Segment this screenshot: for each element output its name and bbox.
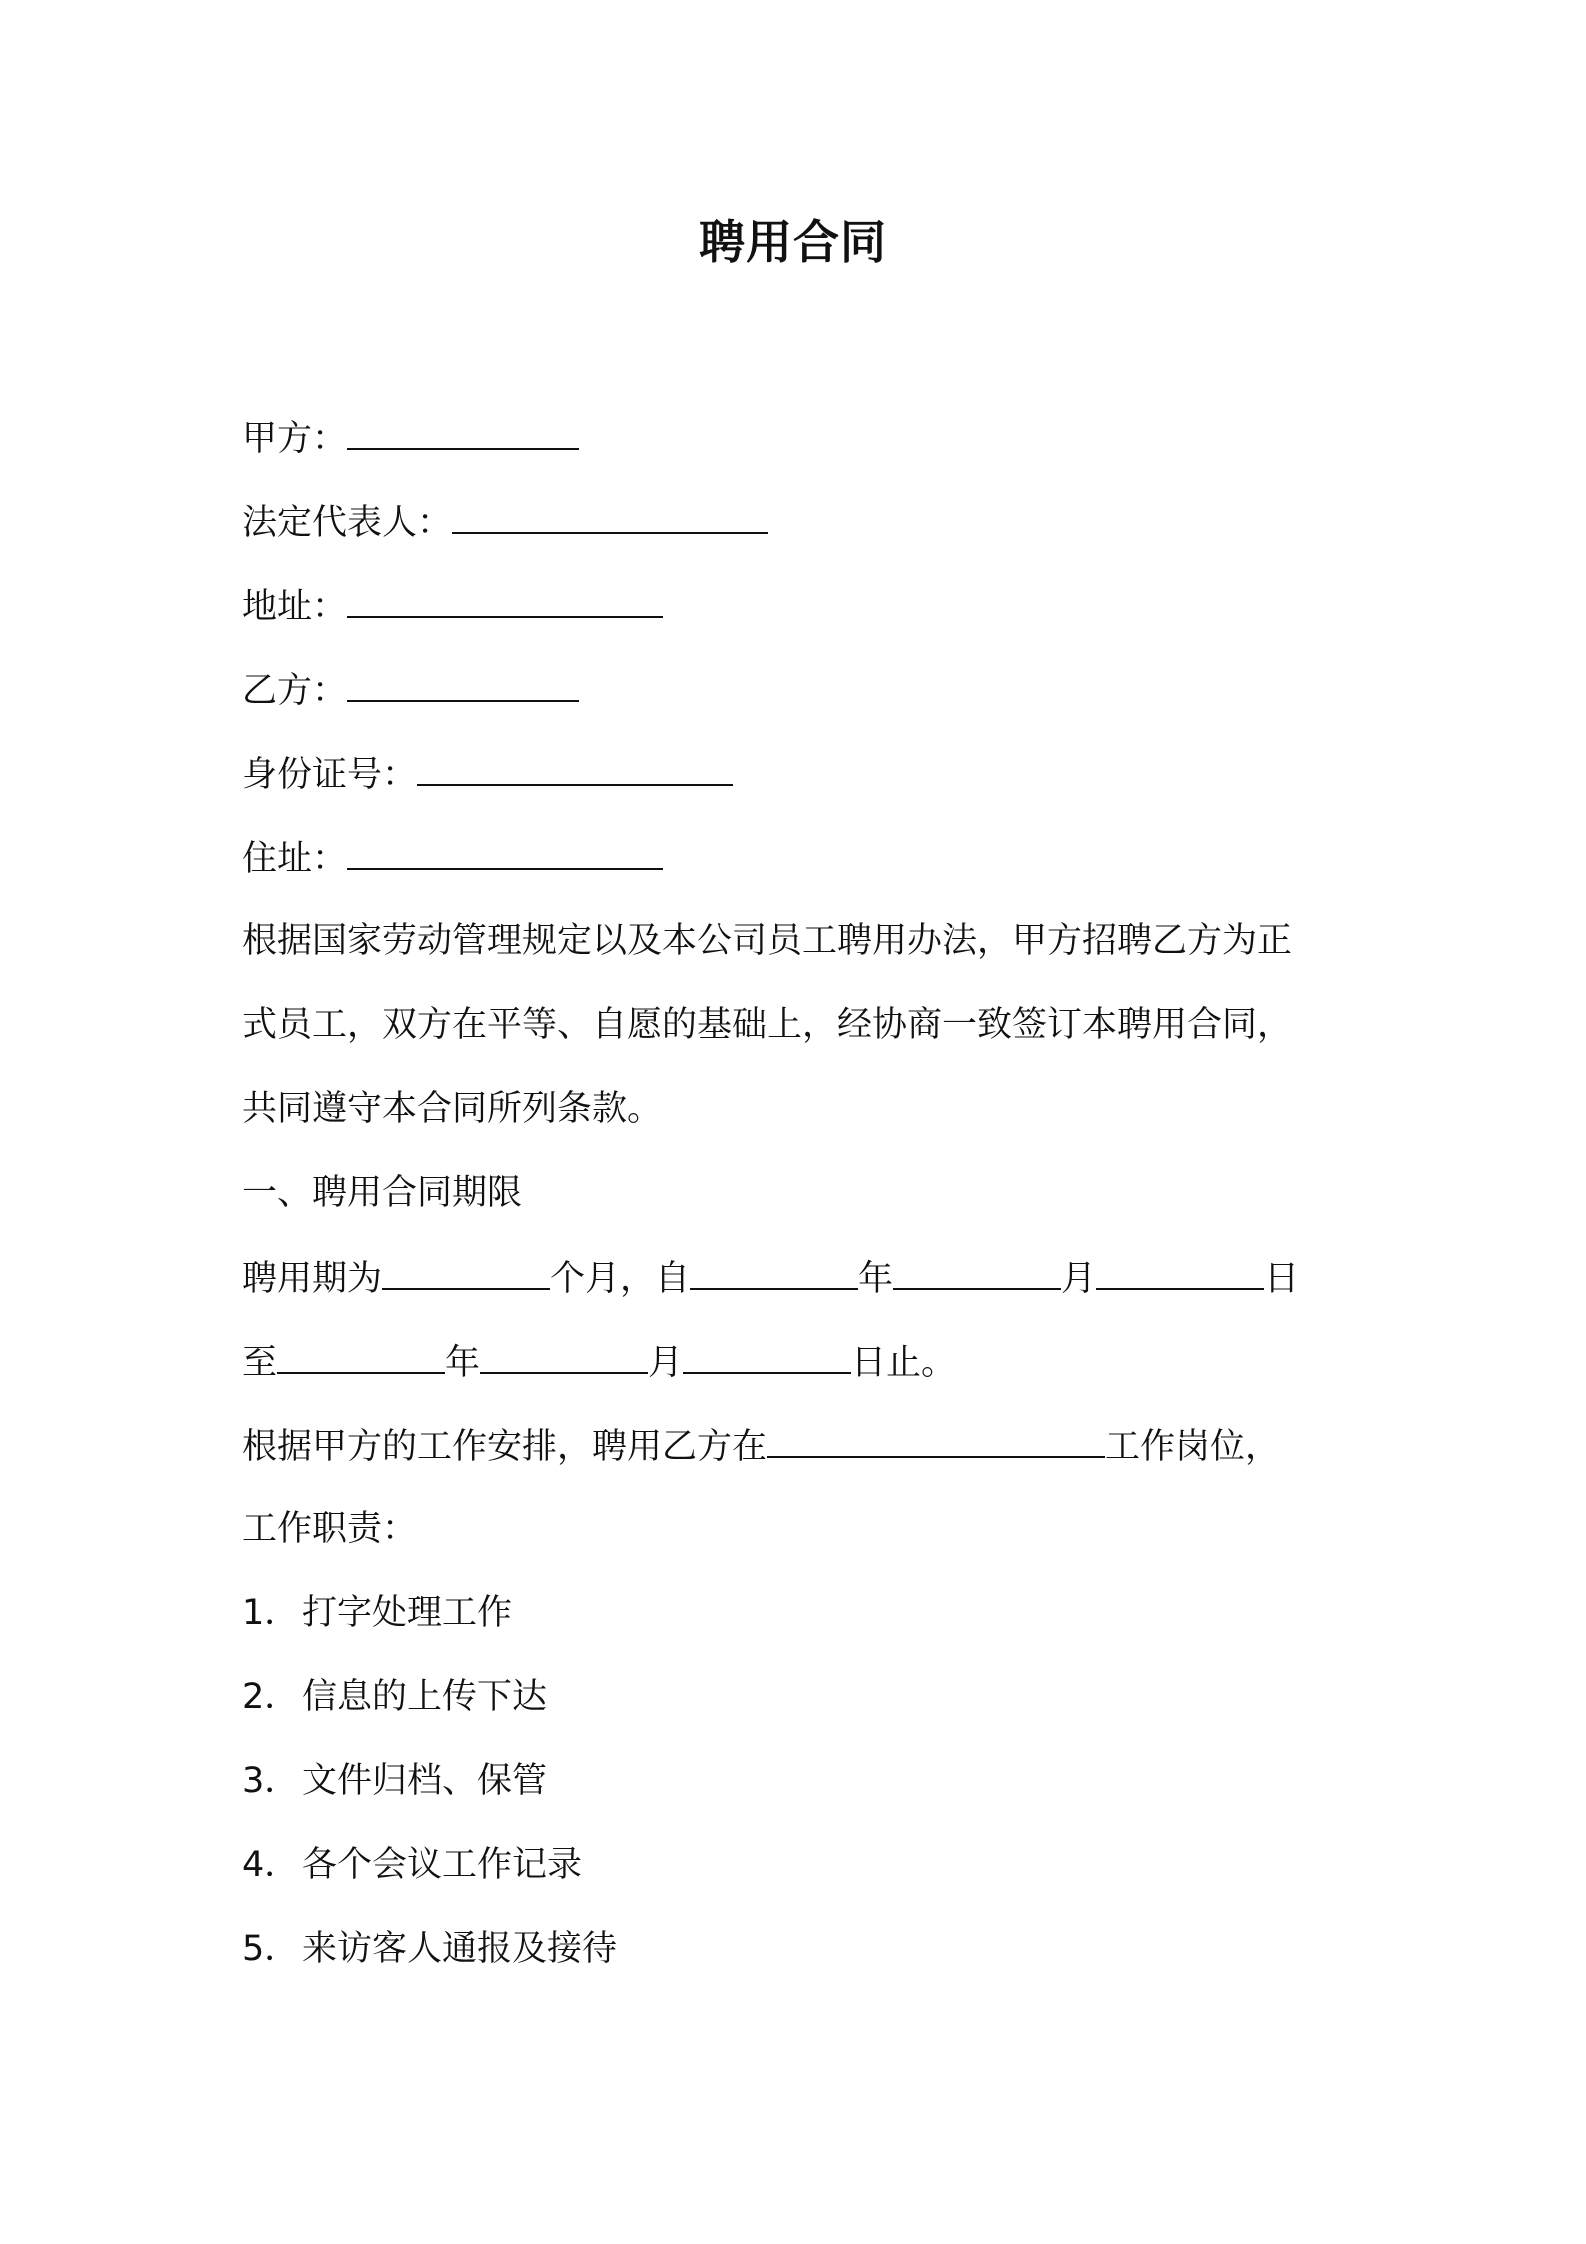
- duty-text: 信息的上传下达: [302, 1677, 548, 1717]
- party-a-line: [242, 412, 579, 464]
- term-months-blank[interactable]: [382, 1252, 550, 1290]
- duty-item-3: [242, 1756, 547, 1806]
- intro-paragraph-line-3: 共同遵守本合同所列条款。: [242, 1089, 663, 1129]
- end-month-text: 月: [648, 1343, 684, 1383]
- start-month-blank[interactable]: [893, 1252, 1061, 1290]
- duty-number: 1．: [242, 1593, 300, 1633]
- section-1-heading: 一、聘用合同期限: [242, 1173, 523, 1213]
- duty-text: 来访客人通报及接待: [302, 1929, 618, 1969]
- id-number-line: [242, 748, 733, 800]
- address-label: 地址：: [242, 587, 348, 627]
- end-month-blank[interactable]: [480, 1336, 648, 1374]
- duty-item-5: [242, 1924, 617, 1974]
- start-day-text: 日: [1264, 1259, 1300, 1299]
- term-line-1: [242, 1252, 1299, 1304]
- address-line: [242, 580, 663, 632]
- position-prefix: 根据甲方的工作安排，聘用乙方在: [242, 1427, 768, 1467]
- term-to-text: 至: [242, 1343, 278, 1383]
- start-month-text: 月: [1061, 1259, 1097, 1299]
- residence-blank[interactable]: [347, 832, 663, 870]
- duty-number: 5．: [242, 1929, 300, 1969]
- legal-rep-blank[interactable]: [452, 496, 768, 534]
- party-b-label: 乙方：: [242, 671, 348, 711]
- duty-item-1: [242, 1588, 512, 1638]
- duty-text: 打字处理工作: [302, 1593, 513, 1633]
- party-b-line: [242, 664, 579, 716]
- position-blank[interactable]: [767, 1420, 1105, 1458]
- position-suffix: 工作岗位，: [1105, 1427, 1281, 1467]
- start-year-blank[interactable]: [690, 1252, 858, 1290]
- term-end-text: 日止。: [851, 1343, 957, 1383]
- party-b-blank[interactable]: [347, 664, 579, 702]
- duties-label: 工作职责：: [242, 1509, 418, 1549]
- document-title: 聘用合同: [699, 215, 887, 269]
- residence-line: [242, 832, 663, 884]
- start-day-blank[interactable]: [1096, 1252, 1264, 1290]
- duty-item-4: [242, 1840, 582, 1890]
- address-blank[interactable]: [347, 580, 663, 618]
- intro-paragraph-line-2: 式员工，双方在平等、自愿的基础上，经协商一致签订本聘用合同，: [242, 1005, 1293, 1045]
- term-line-2: [242, 1336, 956, 1388]
- residence-label: 住址：: [242, 839, 348, 879]
- end-year-blank[interactable]: [277, 1336, 445, 1374]
- id-number-blank[interactable]: [417, 748, 733, 786]
- duty-number: 3．: [242, 1761, 300, 1801]
- intro-paragraph-line-1: 根据国家劳动管理规定以及本公司员工聘用办法，甲方招聘乙方为正: [242, 921, 1293, 961]
- duty-text: 各个会议工作记录: [302, 1845, 583, 1885]
- end-day-blank[interactable]: [683, 1336, 851, 1374]
- start-year-text: 年: [858, 1259, 894, 1299]
- legal-rep-label: 法定代表人：: [242, 503, 453, 543]
- term-months-text: 个月，自: [550, 1259, 691, 1299]
- duty-number: 2．: [242, 1677, 300, 1717]
- end-year-text: 年: [445, 1343, 481, 1383]
- duty-number: 4．: [242, 1845, 300, 1885]
- party-a-label: 甲方：: [242, 419, 348, 459]
- party-a-blank[interactable]: [347, 412, 579, 450]
- position-line: [242, 1420, 1280, 1472]
- id-number-label: 身份证号：: [242, 755, 418, 795]
- duty-text: 文件归档、保管: [302, 1761, 548, 1801]
- term-prefix: 聘用期为: [242, 1259, 383, 1299]
- legal-rep-line: [242, 496, 768, 548]
- duty-item-2: [242, 1672, 547, 1722]
